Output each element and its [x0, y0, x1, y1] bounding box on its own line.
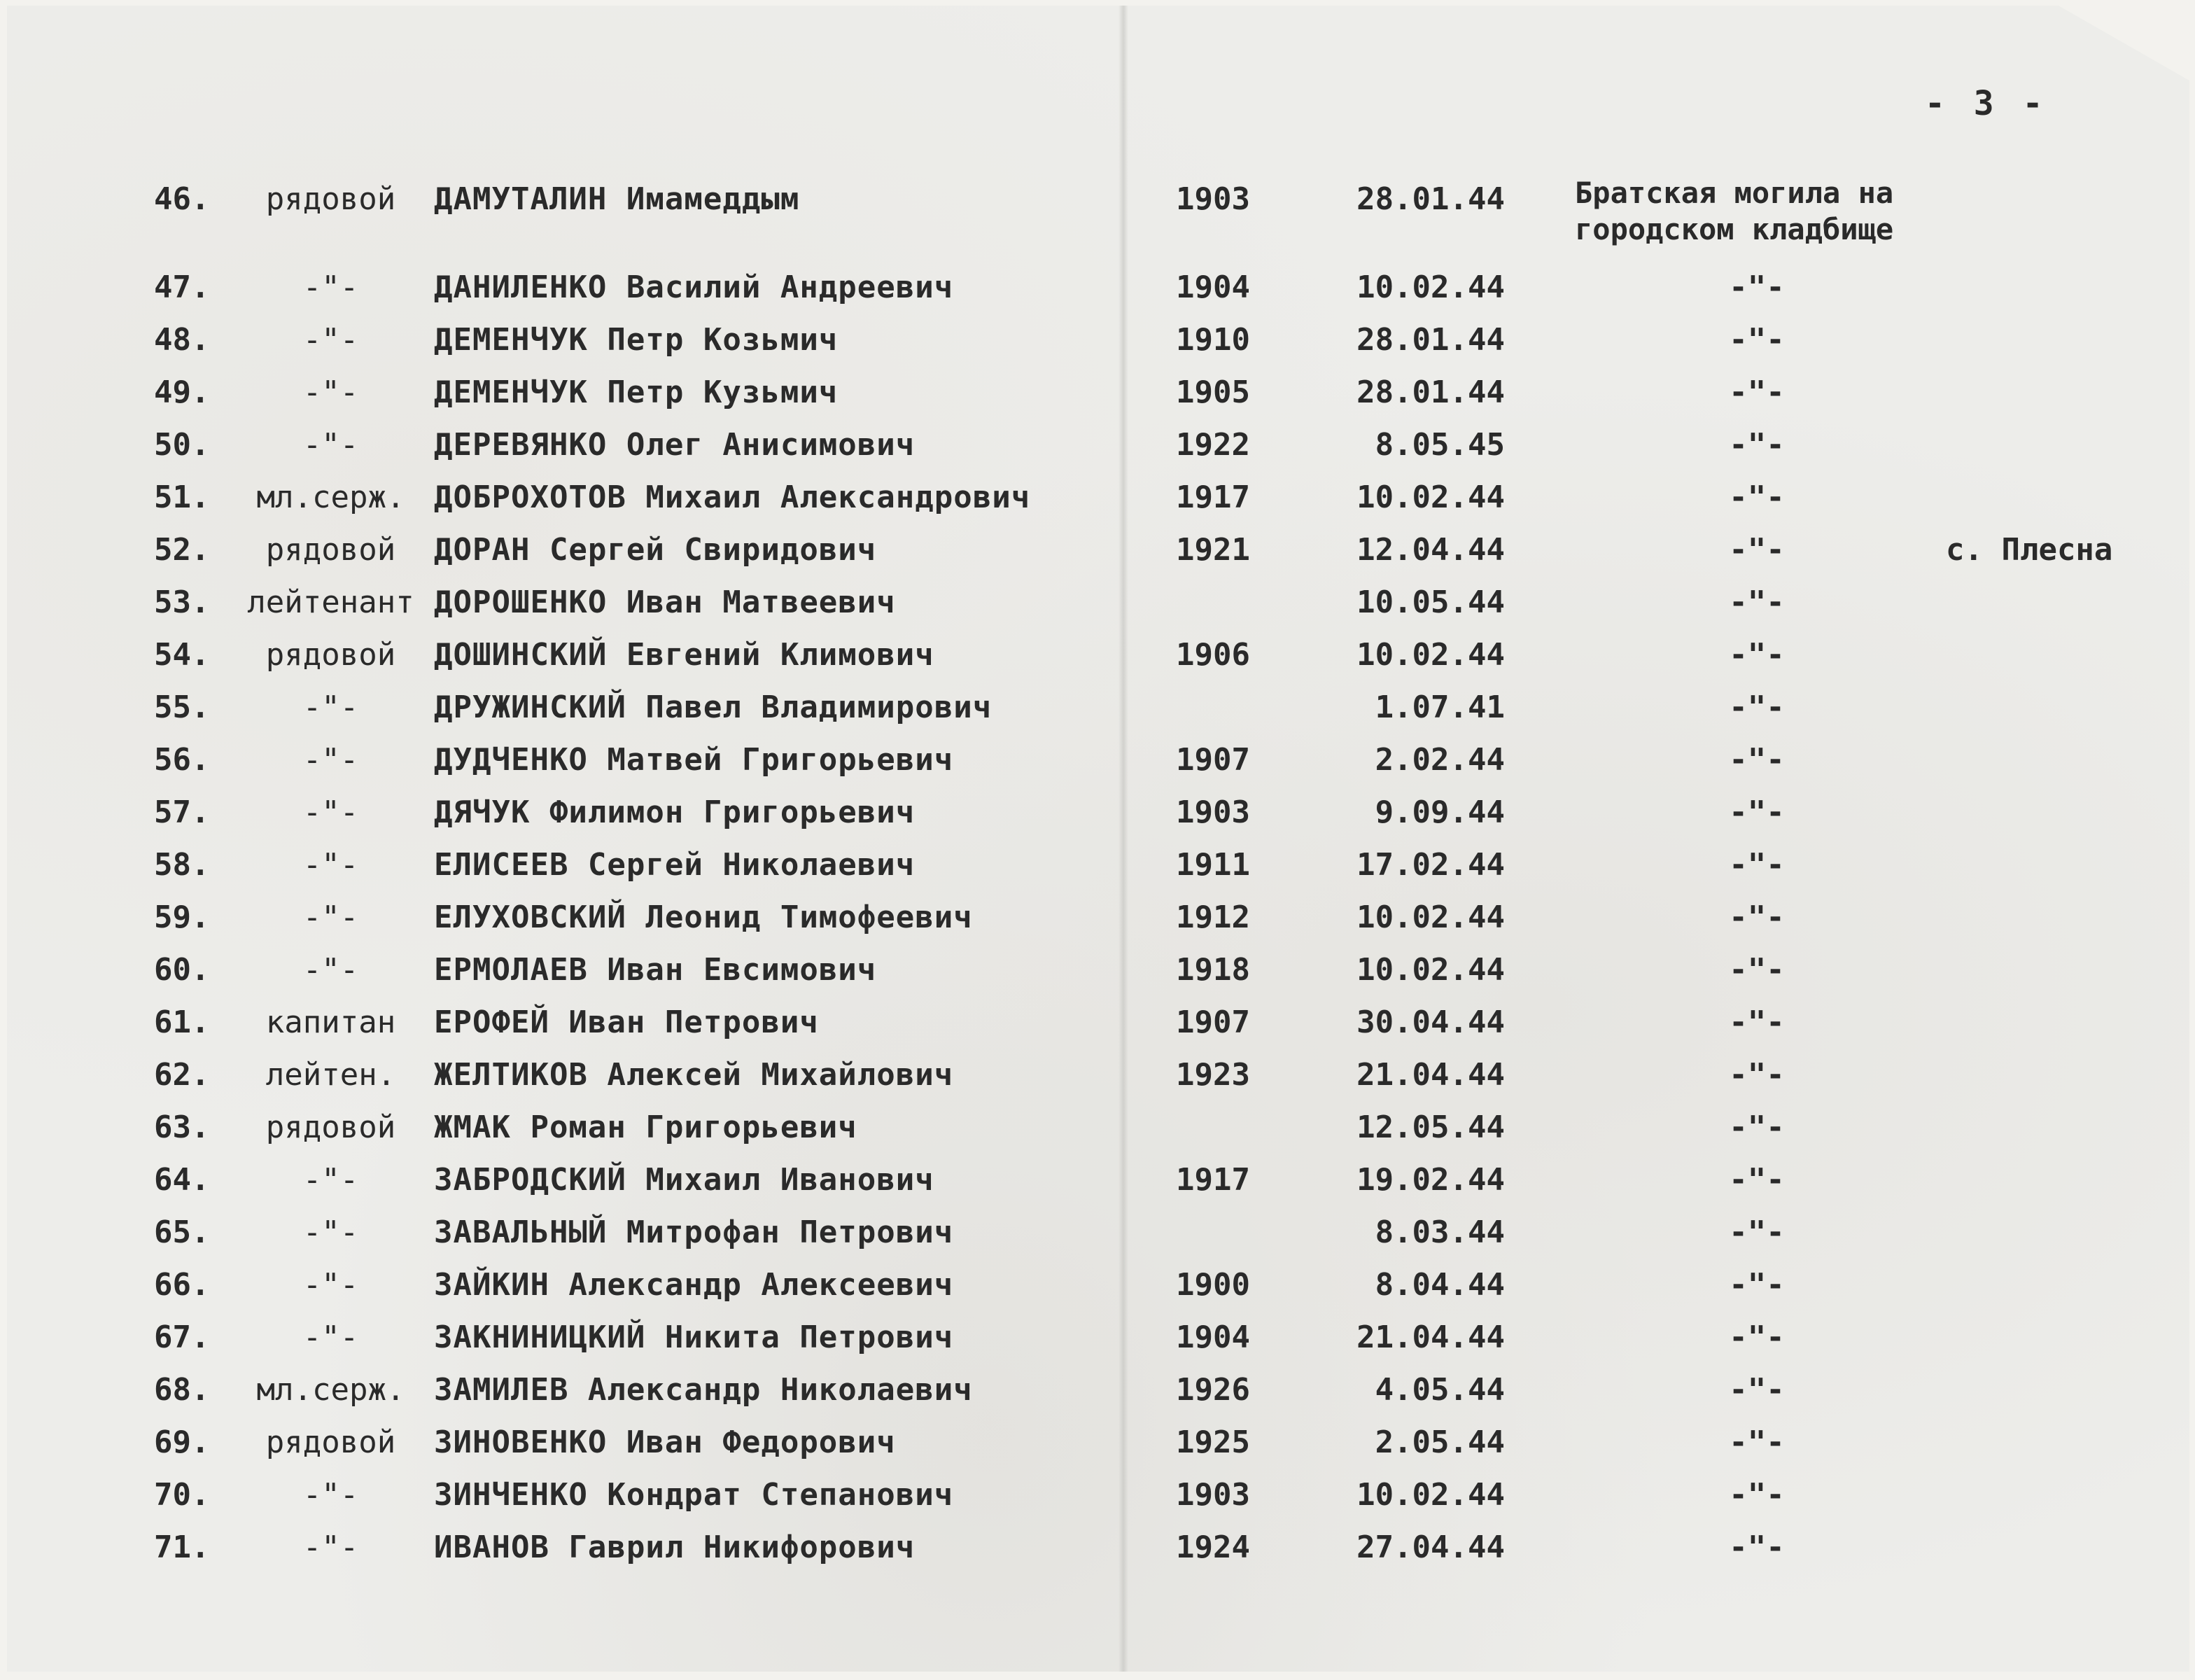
row-name: ЗАЙКИН Александр Алексеевич	[434, 1267, 954, 1303]
table-row	[0, 1103, 2195, 1152]
row-birth-year: 1926	[1176, 1372, 1250, 1408]
row-birth-year: 1917	[1176, 1162, 1250, 1198]
table-row	[0, 578, 2195, 627]
burial-line-1: Братская могила на	[1575, 176, 1894, 210]
row-rank: мл.серж.	[256, 1372, 405, 1408]
row-number: 66.	[154, 1267, 210, 1303]
row-burial-place: -"-	[1729, 794, 1785, 830]
row-burial-place: -"-	[1729, 899, 1785, 935]
row-name: ДЯЧУК Филимон Григорьевич	[434, 794, 916, 830]
row-number: 65.	[154, 1214, 210, 1250]
row-number: 48.	[154, 322, 210, 358]
row-rank: рядовой	[265, 532, 396, 568]
row-burial-place: -"-	[1729, 1530, 1785, 1565]
row-burial-place: -"-	[1729, 1477, 1785, 1513]
row-burial-place: -"-	[1729, 584, 1785, 620]
table-row	[0, 1261, 2195, 1310]
row-death-date: 10.05.44	[1356, 584, 1505, 620]
table-row	[0, 1051, 2195, 1100]
row-birth-year: 1924	[1176, 1530, 1250, 1565]
row-burial-place: -"-	[1729, 322, 1785, 358]
table-row	[0, 1523, 2195, 1572]
row-birth-year: 1903	[1176, 1477, 1250, 1513]
row-number: 62.	[154, 1057, 210, 1093]
table-row	[0, 736, 2195, 785]
row-burial-place: -"-	[1729, 1110, 1785, 1145]
row-death-date: 28.01.44	[1356, 374, 1505, 410]
row-death-date: 10.02.44	[1356, 899, 1505, 935]
row-burial-place: -"-	[1729, 1214, 1785, 1250]
row-birth-year: 1907	[1176, 1004, 1250, 1040]
row-rank: -"-	[302, 1530, 359, 1565]
table-row	[0, 526, 2195, 575]
row-rank: лейтенант	[247, 584, 414, 620]
row-birth-year: 1923	[1176, 1057, 1250, 1093]
row-burial-place: -"-	[1729, 374, 1785, 410]
row-birth-year: 1906	[1176, 637, 1250, 673]
table-row	[0, 946, 2195, 995]
row-rank: -"-	[302, 742, 359, 778]
row-burial-place: -"-	[1729, 532, 1785, 568]
row-number: 47.	[154, 270, 210, 305]
row-birth-year: 1912	[1176, 899, 1250, 935]
row-death-date: 21.04.44	[1356, 1057, 1505, 1093]
row-death-date: 4.05.44	[1375, 1372, 1505, 1408]
row-death-date: 9.09.44	[1375, 794, 1505, 830]
row-rank: лейтен.	[265, 1057, 396, 1093]
row-burial-place: -"-	[1729, 1372, 1785, 1408]
row-burial-place: -"-	[1729, 1267, 1785, 1303]
row-rank: -"-	[302, 690, 359, 725]
table-row	[0, 421, 2195, 470]
table-row	[0, 1313, 2195, 1362]
row-burial-place: -"-	[1729, 270, 1785, 305]
table-row	[0, 1418, 2195, 1467]
row-name: ДОШИНСКИЙ Евгений Климович	[434, 637, 934, 673]
row-death-date: 10.02.44	[1356, 637, 1505, 673]
row-name: ЕЛУХОВСКИЙ Леонид Тимофеевич	[434, 899, 973, 935]
row-number: 54.	[154, 637, 210, 673]
row-number: 69.	[154, 1424, 210, 1460]
row-death-date: 10.02.44	[1356, 952, 1505, 988]
table-row	[0, 316, 2195, 365]
row-burial-place	[1575, 175, 1939, 248]
row-rank: -"-	[302, 270, 359, 305]
row-number: 55.	[154, 690, 210, 725]
row-birth-year: 1903	[1176, 794, 1250, 830]
row-name: ДЕМЕНЧУК Петр Кузьмич	[434, 374, 839, 410]
row-rank: -"-	[302, 1214, 359, 1250]
row-name: ЖЕЛТИКОВ Алексей Михайлович	[434, 1057, 954, 1093]
row-number: 58.	[154, 847, 210, 883]
table-row	[0, 368, 2195, 417]
row-rank: капитан	[265, 1004, 396, 1040]
row-name: ДУДЧЕНКО Матвей Григорьевич	[434, 742, 954, 778]
row-birth-year: 1904	[1176, 1320, 1250, 1355]
row-birth-year: 1911	[1176, 847, 1250, 883]
row-burial-place: -"-	[1729, 1057, 1785, 1093]
table-row	[0, 788, 2195, 837]
row-name: ДОРАН Сергей Свиридович	[434, 532, 877, 568]
row-birth-year: 1907	[1176, 742, 1250, 778]
row-birth-year: 1903	[1176, 181, 1250, 217]
row-number: 67.	[154, 1320, 210, 1355]
table-row	[0, 1366, 2195, 1415]
row-name: ИВАНОВ Гаврил Никифорович	[434, 1530, 916, 1565]
row-birth-year: 1925	[1176, 1424, 1250, 1460]
table-row	[0, 263, 2195, 312]
row-rank: -"-	[302, 952, 359, 988]
row-number: 59.	[154, 899, 210, 935]
row-death-date: 21.04.44	[1356, 1320, 1505, 1355]
table-row	[0, 1208, 2195, 1257]
row-place: с. Плесна	[1946, 532, 2113, 568]
row-rank: рядовой	[265, 1110, 396, 1145]
table-row	[0, 683, 2195, 732]
table-row	[0, 473, 2195, 522]
page-number: - 3 -	[1925, 84, 2047, 123]
row-death-date: 17.02.44	[1356, 847, 1505, 883]
row-burial-place: -"-	[1729, 1004, 1785, 1040]
row-rank: -"-	[302, 899, 359, 935]
row-burial-place: -"-	[1729, 847, 1785, 883]
row-name: ЗАВАЛЬНЫЙ Митрофан Петрович	[434, 1214, 954, 1250]
row-death-date: 10.02.44	[1356, 270, 1505, 305]
row-number: 49.	[154, 374, 210, 410]
row-name: ДЕРЕВЯНКО Олег Анисимович	[434, 427, 916, 463]
row-rank: -"-	[302, 1477, 359, 1513]
row-number: 70.	[154, 1477, 210, 1513]
row-rank: мл.серж.	[256, 479, 405, 515]
table-row	[0, 1156, 2195, 1205]
row-death-date: 1.07.41	[1375, 690, 1505, 725]
row-birth-year: 1900	[1176, 1267, 1250, 1303]
row-death-date: 10.02.44	[1356, 1477, 1505, 1513]
table-row	[0, 1471, 2195, 1520]
row-death-date: 8.03.44	[1375, 1214, 1505, 1250]
row-name: ЖМАК Роман Григорьевич	[434, 1110, 857, 1145]
row-number: 61.	[154, 1004, 210, 1040]
row-burial-place: -"-	[1729, 637, 1785, 673]
row-birth-year: 1910	[1176, 322, 1250, 358]
row-burial-place: -"-	[1729, 952, 1785, 988]
row-number: 46.	[154, 181, 210, 217]
row-name: ЗИНЧЕНКО Кондрат Степанович	[434, 1477, 954, 1513]
row-name: ЕРОФЕЙ Иван Петрович	[434, 1004, 819, 1040]
table-row	[0, 841, 2195, 890]
row-death-date: 30.04.44	[1356, 1004, 1505, 1040]
row-rank: рядовой	[265, 181, 396, 217]
row-birth-year: 1905	[1176, 374, 1250, 410]
row-rank: рядовой	[265, 1424, 396, 1460]
row-name: ДРУЖИНСКИЙ Павел Владимирович	[434, 690, 993, 725]
row-number: 53.	[154, 584, 210, 620]
row-name: ДОБРОХОТОВ Михаил Александрович	[434, 479, 1031, 515]
row-number: 71.	[154, 1530, 210, 1565]
row-birth-year: 1921	[1176, 532, 1250, 568]
row-name: ЗАБРОДСКИЙ Михаил Иванович	[434, 1162, 934, 1198]
row-number: 63.	[154, 1110, 210, 1145]
row-name: ДЕМЕНЧУК Петр Козьмич	[434, 322, 839, 358]
row-death-date: 27.04.44	[1356, 1530, 1505, 1565]
row-death-date: 12.04.44	[1356, 532, 1505, 568]
row-birth-year: 1918	[1176, 952, 1250, 988]
burial-line-2: городском кладбище	[1575, 212, 1894, 246]
row-death-date: 28.01.44	[1356, 322, 1505, 358]
row-birth-year: 1904	[1176, 270, 1250, 305]
row-rank: -"-	[302, 847, 359, 883]
row-rank: -"-	[302, 1162, 359, 1198]
row-number: 50.	[154, 427, 210, 463]
row-burial-place: -"-	[1729, 1424, 1785, 1460]
row-number: 64.	[154, 1162, 210, 1198]
row-death-date: 8.04.44	[1375, 1267, 1505, 1303]
table-row	[0, 998, 2195, 1047]
row-death-date: 2.05.44	[1375, 1424, 1505, 1460]
row-name: ЗАКНИНИЦКИЙ Никита Петрович	[434, 1320, 954, 1355]
row-death-date: 12.05.44	[1356, 1110, 1505, 1145]
row-rank: -"-	[302, 1320, 359, 1355]
row-death-date: 19.02.44	[1356, 1162, 1505, 1198]
row-death-date: 10.02.44	[1356, 479, 1505, 515]
row-rank: -"-	[302, 427, 359, 463]
row-rank: -"-	[302, 1267, 359, 1303]
row-number: 68.	[154, 1372, 210, 1408]
row-burial-place: -"-	[1729, 427, 1785, 463]
row-birth-year: 1922	[1176, 427, 1250, 463]
row-death-date: 2.02.44	[1375, 742, 1505, 778]
table-row	[0, 893, 2195, 942]
row-burial-place: -"-	[1729, 1162, 1785, 1198]
row-burial-place: -"-	[1729, 479, 1785, 515]
row-name: ЕРМОЛАЕВ Иван Евсимович	[434, 952, 877, 988]
row-name: ЗАМИЛЕВ Александр Николаевич	[434, 1372, 973, 1408]
row-number: 51.	[154, 479, 210, 515]
row-name: ЕЛИСЕЕВ Сергей Николаевич	[434, 847, 916, 883]
row-death-date: 28.01.44	[1356, 181, 1505, 217]
row-birth-year: 1917	[1176, 479, 1250, 515]
row-rank: рядовой	[265, 637, 396, 673]
row-number: 52.	[154, 532, 210, 568]
row-number: 57.	[154, 794, 210, 830]
table-row	[0, 631, 2195, 680]
row-number: 60.	[154, 952, 210, 988]
row-burial-place: -"-	[1729, 690, 1785, 725]
row-burial-place: -"-	[1729, 742, 1785, 778]
row-death-date: 8.05.45	[1375, 427, 1505, 463]
row-name: ЗИНОВЕНКО Иван Федорович	[434, 1424, 896, 1460]
row-name: ДАНИЛЕНКО Василий Андреевич	[434, 270, 954, 305]
row-burial-place: -"-	[1729, 1320, 1785, 1355]
row-rank: -"-	[302, 374, 359, 410]
row-number: 56.	[154, 742, 210, 778]
row-name: ДОРОШЕНКО Иван Матвеевич	[434, 584, 896, 620]
row-rank: -"-	[302, 794, 359, 830]
row-rank: -"-	[302, 322, 359, 358]
row-name: ДАМУТАЛИН Имамеддым	[434, 181, 800, 217]
